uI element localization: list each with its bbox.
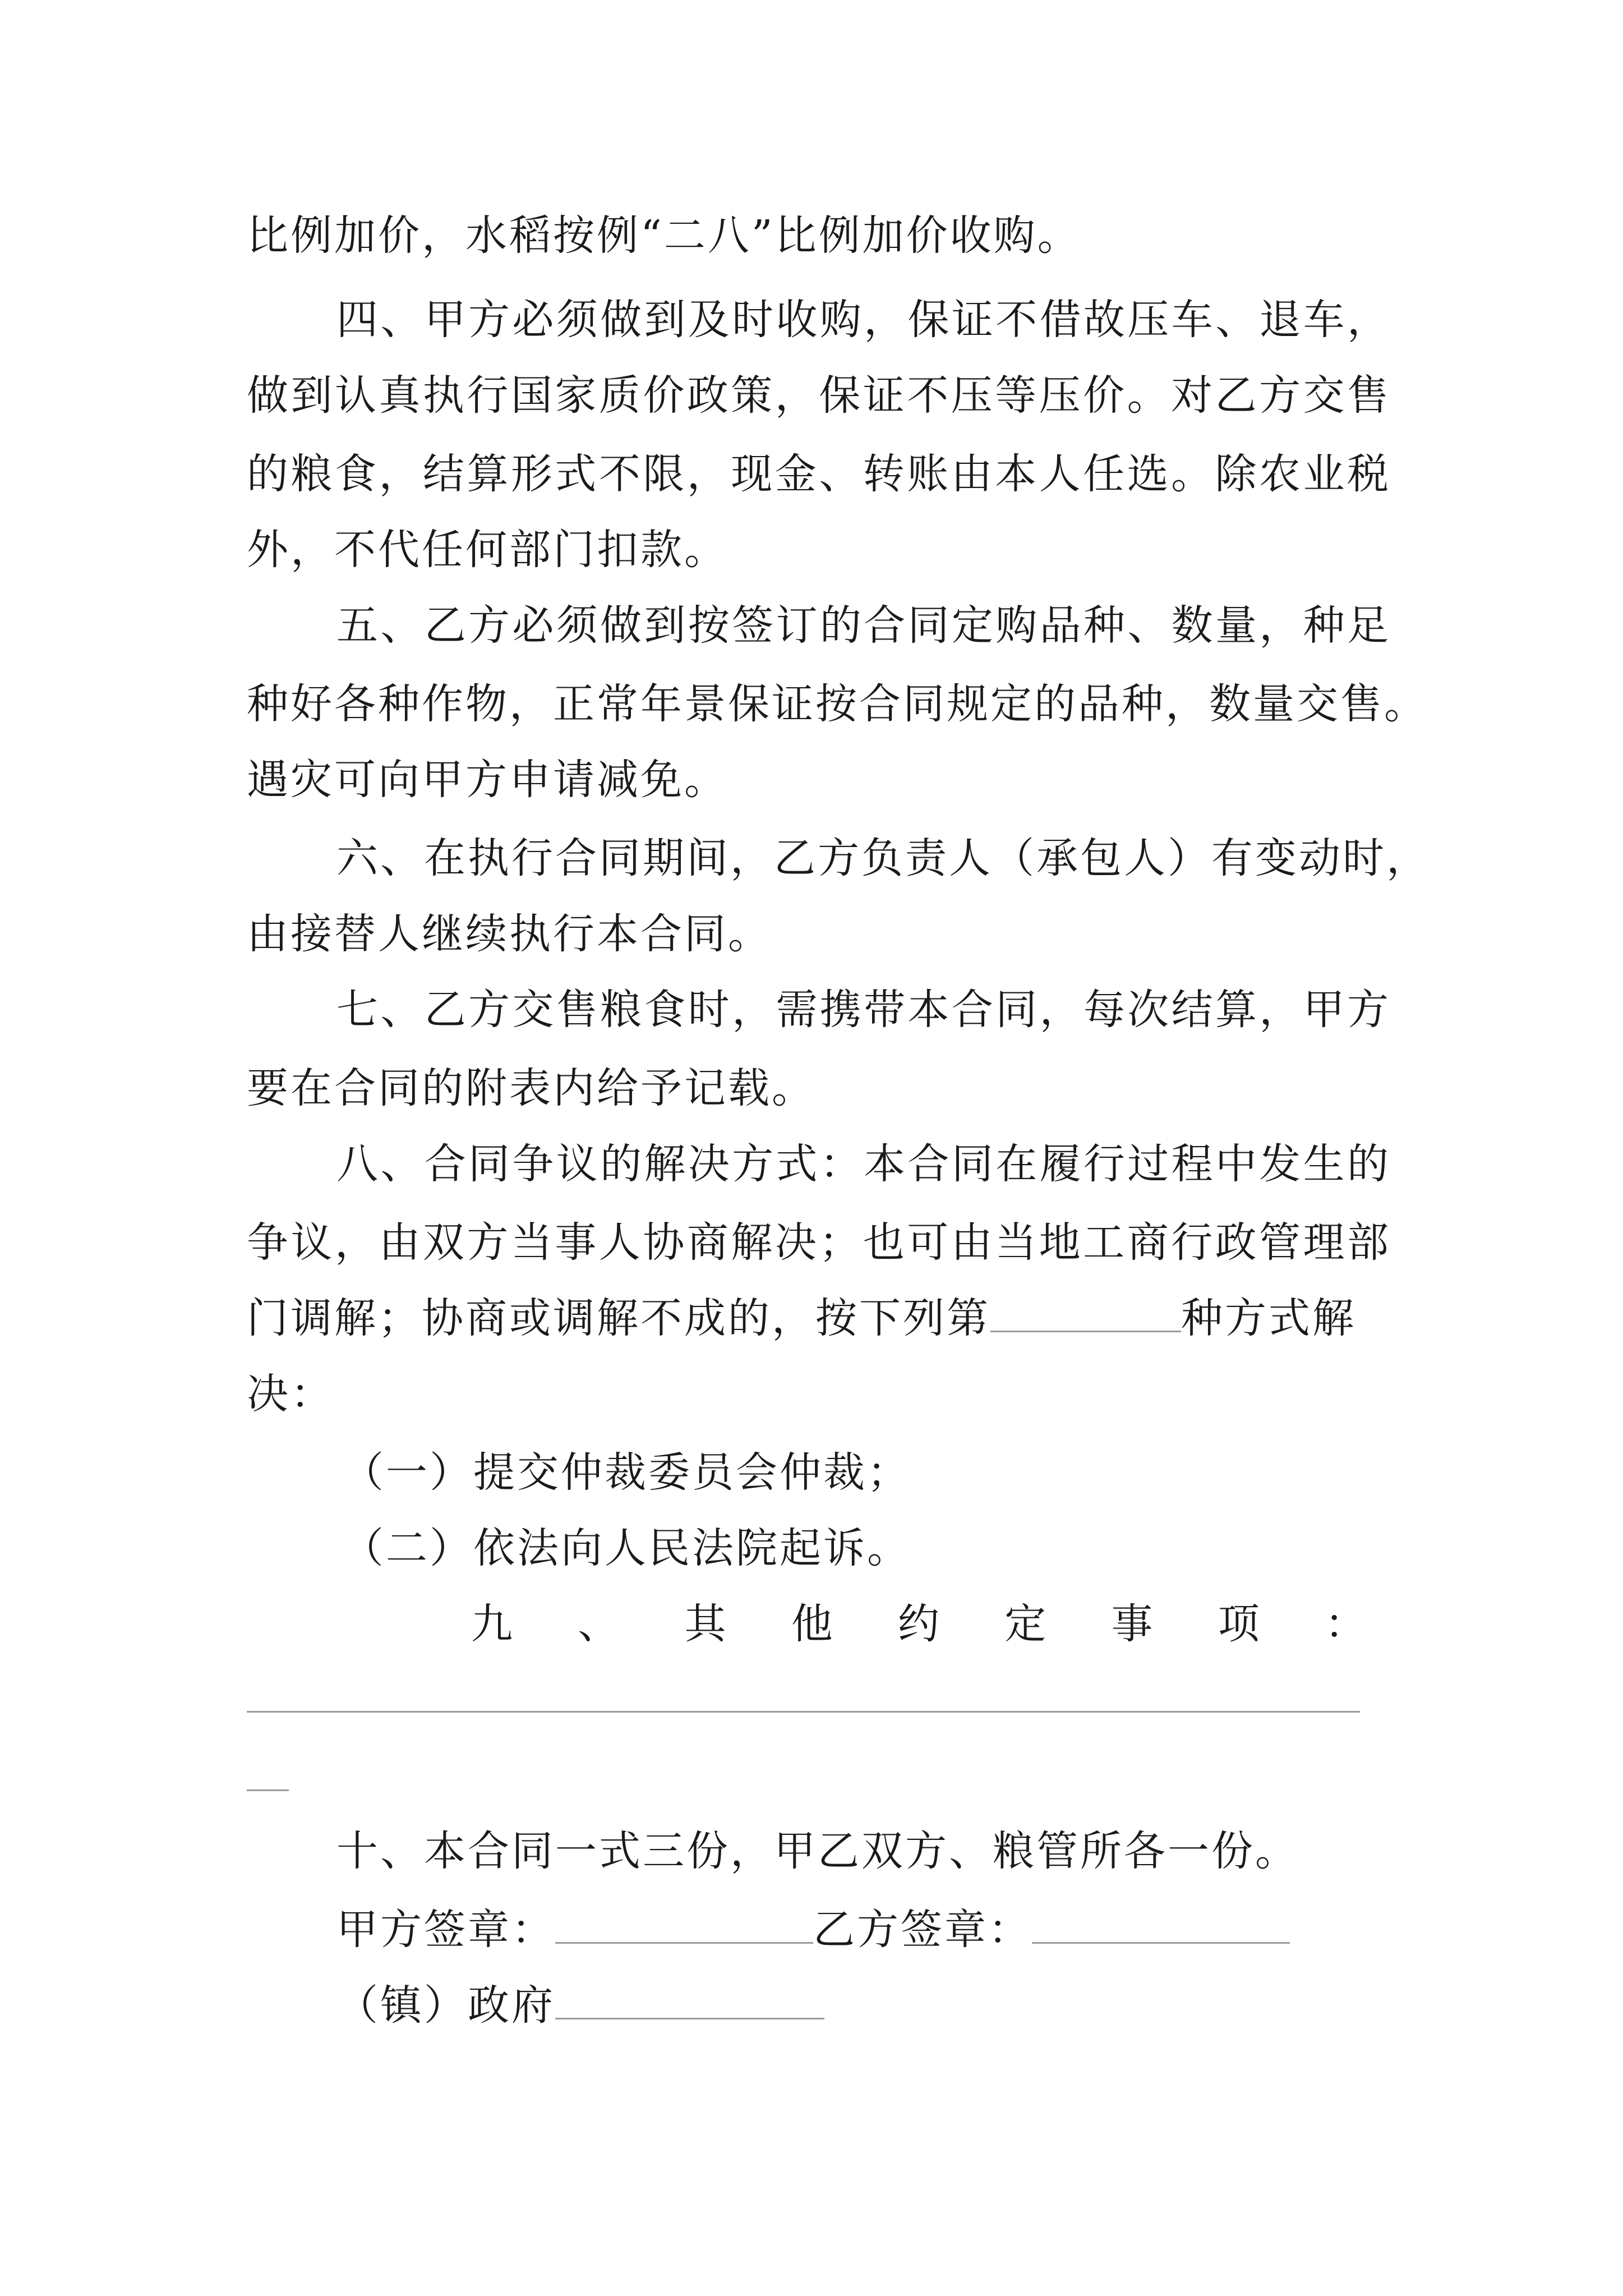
party-b-signature-field[interactable] <box>1032 1903 1290 1944</box>
clause-4-line-1: 四、甲方必须做到及时收购，保证不借故压车、退车， <box>336 296 1391 344</box>
other-terms-blank-line-1[interactable] <box>247 1711 1360 1713</box>
clause-8-line-3-text: 门调解；协商或调解不成的，按下列第 <box>247 1294 990 1342</box>
government-signature-field[interactable] <box>555 1978 824 2019</box>
clause-8-line-1: 八、合同争议的解决方式：本合同在履行过程中发生的 <box>336 1140 1391 1188</box>
government-line <box>336 1977 824 2033</box>
party-a-signature-label: 甲方签章： <box>336 1906 555 1954</box>
option-litigation: （二）依法向人民法院起诉。 <box>342 1524 911 1572</box>
clause-8-line-4: 决： <box>247 1370 334 1418</box>
other-terms-blank-line-2[interactable] <box>247 1789 289 1791</box>
clause-7-line-1: 七、乙方交售粮食时，需携带本合同，每次结算，甲方 <box>336 986 1391 1034</box>
text-line: 比例加价，水稻按例“二八”比例加价收购。 <box>247 211 1081 260</box>
clause-5-line-1: 五、乙方必须做到按签订的合同定购品种、数量，种足 <box>336 601 1391 650</box>
clause-8-line-2: 争议，由双方当事人协商解决；也可由当地工商行政管理部 <box>247 1218 1391 1267</box>
clause-5-line-3: 遇灾可向甲方申请减免。 <box>247 756 728 804</box>
option-arbitration: （一）提交仲裁委员会仲裁； <box>342 1448 911 1497</box>
clause-8-line-3 <box>247 1290 1356 1346</box>
clause-4-line-2: 做到认真执行国家质价政策，保证不压等压价。对乙方交售 <box>247 371 1391 420</box>
party-b-signature-label: 乙方签章： <box>813 1906 1032 1954</box>
clause-8-line-3-tail: 种方式解 <box>1181 1294 1356 1342</box>
government-label: （镇）政府 <box>336 1981 555 2030</box>
signature-line <box>336 1902 1290 1958</box>
dispute-method-blank[interactable] <box>990 1291 1181 1332</box>
party-a-signature-field[interactable] <box>555 1903 813 1944</box>
clause-4-line-4: 外，不代任何部门扣款。 <box>247 526 728 574</box>
clause-6-line-1: 六、在执行合同期间，乙方负责人（承包人）有变动时， <box>336 834 1430 882</box>
clause-9-heading: 九、其他约定事项： <box>471 1600 1368 1648</box>
clause-10: 十、本合同一式三份，甲乙双方、粮管所各一份。 <box>336 1827 1299 1875</box>
clause-4-line-3: 的粮食，结算形式不限，现金、转账由本人任选。除农业税 <box>247 450 1391 498</box>
clause-7-line-2: 要在合同的附表内给予记载。 <box>247 1064 815 1112</box>
clause-5-line-2: 种好各种作物，正常年景保证按合同规定的品种，数量交售。 <box>247 680 1428 728</box>
clause-6-line-2: 由接替人继续执行本合同。 <box>247 910 772 958</box>
